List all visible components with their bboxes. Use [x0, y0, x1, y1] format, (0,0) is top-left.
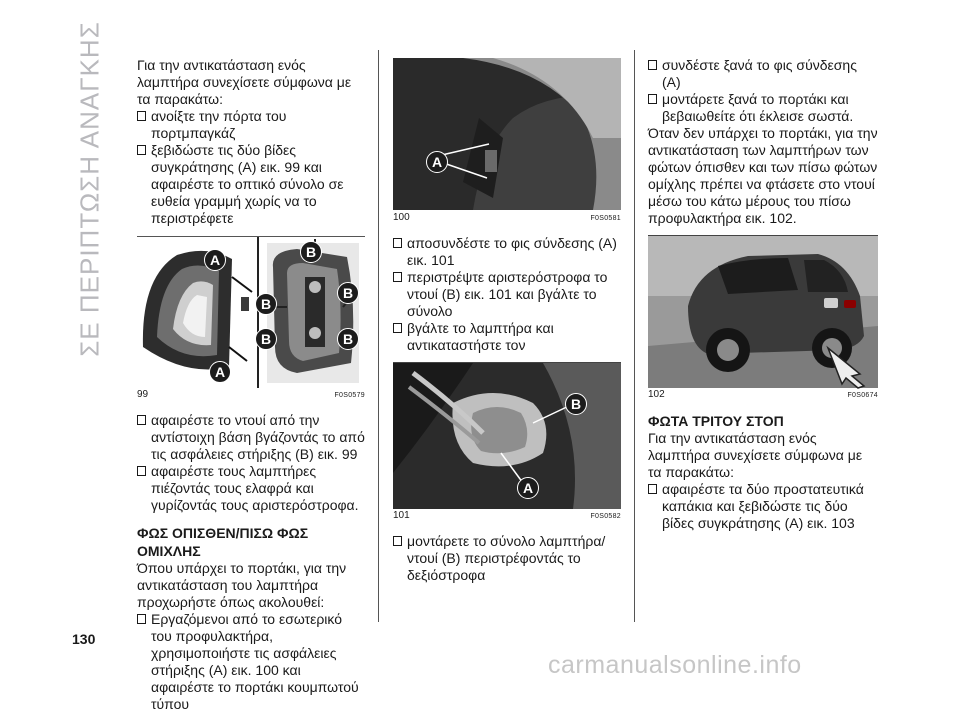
checkbox-icon — [137, 466, 146, 476]
checkbox-icon — [648, 484, 657, 494]
page-number: 130 — [72, 631, 96, 647]
checkbox-icon — [648, 60, 657, 70]
step-item: ξεβιδώστε τις δύο βίδες συγκράτησης (A) εικ. 99 και αφαιρέστε το οπτικό σύνολο σε ευθεία γραμμή χωρίς να το περιστρέφετε — [137, 142, 365, 227]
callout-label: B — [337, 282, 359, 304]
figure-number: 101 — [393, 510, 410, 521]
checkbox-icon — [393, 323, 402, 333]
figure-image — [393, 362, 621, 508]
step-item: συνδέστε ξανά το φις σύνδεσης (A) — [648, 57, 878, 91]
column-divider — [378, 50, 379, 622]
callout-label: A — [209, 361, 231, 383]
step-item: αφαιρέστε το ντουί από την αντίστοιχη βάση βγάζοντάς το από τις ασφάλειες στήριξης (B) εικ. 99 — [137, 412, 365, 463]
tail-light-illustration — [137, 237, 365, 388]
section-heading: ΦΩΣ ΟΠΙΣΘΕΝ/ΠΙΣΩ ΦΩΣ ΟΜΙΧΛΗΣ — [137, 525, 309, 559]
step-item: μοντάρετε το σύνολο λαμπτήρα/ντουί (B) περιστρέφοντάς το δεξιόστροφα — [393, 533, 621, 584]
figure-image — [393, 58, 621, 210]
callout-label: A — [204, 249, 226, 271]
callout-label: B — [337, 328, 359, 350]
checkbox-icon — [137, 111, 146, 121]
checkbox-icon — [137, 145, 146, 155]
checkbox-icon — [393, 536, 402, 546]
figure-image — [137, 236, 365, 387]
step-item: ανοίξτε την πόρτα του πορτμπαγκάζ — [137, 108, 365, 142]
figure-code: F0S0581 — [590, 215, 621, 222]
figure-caption — [137, 389, 365, 400]
column-1 — [137, 57, 365, 713]
figure-code: F0S0674 — [847, 392, 878, 399]
body-text: Όπου υπάρχει το πορτάκι, για την αντικατάσταση του λαμπτήρα προχωρήστε όπως ακολουθεί: — [137, 560, 347, 610]
callout-label: A — [517, 477, 539, 499]
figure-number: 99 — [137, 389, 149, 400]
checkbox-icon — [648, 94, 657, 104]
step-item: μοντάρετε ξανά το πορτάκι και βεβαιωθείτε ότι έκλεισε σωστά. — [648, 91, 878, 125]
checkbox-icon — [137, 614, 146, 624]
body-text: Όταν δεν υπάρχει το πορτάκι, για την αντικατάσταση των λαμπτήρων των φώτων όπισθεν και των πίσω φώτων ομίχλης πρέπει να φτάσετε στο ντουί μέσω του κάτω μέρους του πίσω προφυλακτήρα εικ. 102. — [648, 125, 878, 226]
step-item: περιστρέψτε αριστερόστροφα το ντουί (B) εικ. 101 και βγάλτε το σύνολο — [393, 269, 621, 320]
checkbox-icon — [393, 238, 402, 248]
figure-caption — [393, 510, 621, 521]
step-item: Εργαζόμενοι από το εσωτερικό του προφυλακτήρα, χρησιμοποιήστε τις ασφάλειες στήριξης (A) εικ. 100 και αφαιρέστε το πορτάκι κουμπωτού τύπου — [137, 611, 365, 713]
lamp-holder-illustration — [393, 363, 621, 509]
figure-99 — [137, 236, 365, 400]
callout-label: B — [565, 393, 587, 415]
figure-code: F0S0579 — [334, 392, 365, 399]
figure-caption — [648, 389, 878, 400]
section-side-tab — [68, 21, 112, 357]
column-3 — [648, 57, 878, 532]
step-item: βγάλτε το λαμπτήρα και αντικαταστήστε τον — [393, 320, 621, 354]
figure-101 — [393, 362, 621, 521]
callout-label: B — [255, 328, 277, 350]
figure-100 — [393, 58, 621, 223]
column-divider — [634, 50, 635, 622]
step-item: αφαιρέστε τους λαμπτήρες πιέζοντάς τους ελαφρά και γυρίζοντάς τους αριστερόστροφα. — [137, 463, 365, 514]
intro-text: Για την αντικατάσταση ενός λαμπτήρα συνεχίσετε σύμφωνα με τα παρακάτω: — [137, 57, 352, 107]
figure-code: F0S0582 — [590, 513, 621, 520]
figure-number: 102 — [648, 389, 665, 400]
checkbox-icon — [137, 415, 146, 425]
bumper-illustration — [393, 58, 621, 210]
figure-caption — [393, 212, 621, 223]
section-heading: ΦΩΤΑ ΤΡΙΤΟΥ ΣΤΟΠ — [648, 413, 784, 429]
section-title: ΣΕ ΠΕΡΙΠΤΩΣΗ ΑΝΑΓΚΗΣ — [74, 21, 105, 357]
figure-number: 100 — [393, 212, 410, 223]
figure-102 — [648, 235, 878, 400]
intro-text: Για την αντικατάσταση ενός λαμπτήρα συνεχίσετε σύμφωνα με τα παρακάτω: — [648, 430, 863, 480]
callout-label: B — [300, 241, 322, 263]
car-rear-illustration — [648, 236, 878, 388]
callout-label: B — [255, 293, 277, 315]
column-2 — [393, 50, 621, 584]
step-item: αποσυνδέστε το φις σύνδεσης (A) εικ. 101 — [393, 235, 621, 269]
watermark: carmanualsonline.info — [548, 651, 802, 679]
checkbox-icon — [393, 272, 402, 282]
step-item: αφαιρέστε τα δύο προστατευτικά καπάκια και ξεβιδώστε τις δύο βίδες συγκράτησης (A) εικ. 103 — [648, 481, 878, 532]
figure-image — [648, 235, 878, 387]
callout-label: A — [426, 151, 448, 173]
